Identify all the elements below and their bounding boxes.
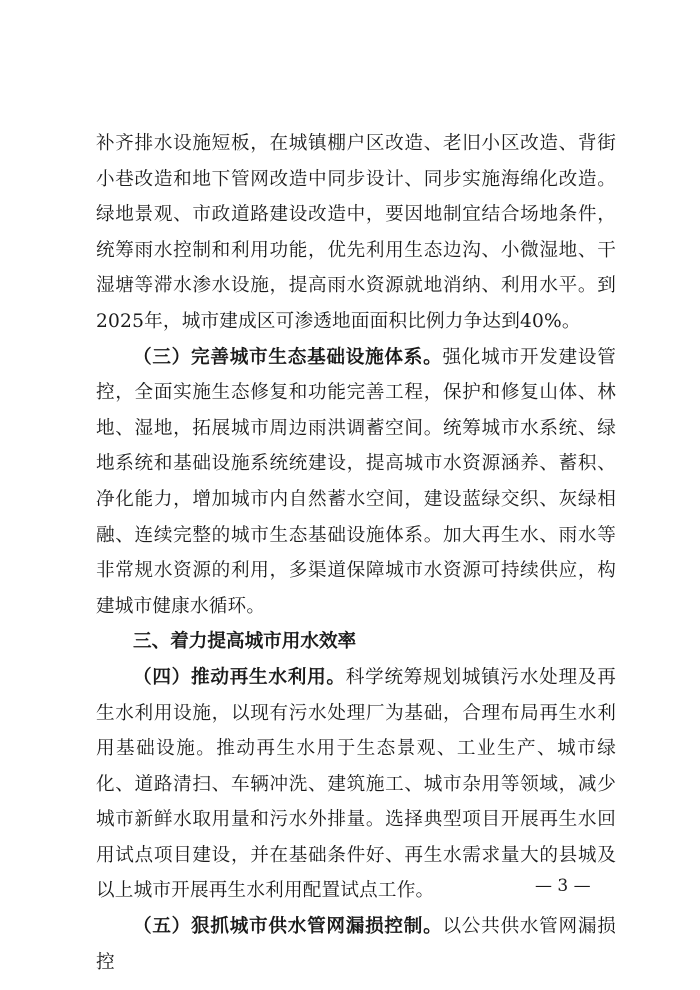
section-lead-5: （五）狠抓城市供水管网漏损控制。 [133, 916, 443, 938]
section-lead-4: （四）推动再生水利用。 [133, 666, 346, 688]
section-body-4: 科学统筹规划城镇污水处理及再生水利用设施，以现有污水处理厂为基础，合理布局再生水利用基础设施。推动再生水用于生态景观、工业生产、城市绿化、道路清扫、车辆冲洗、建筑施工、城市杂用等领域，减少城市新鲜水取用量和污水外排量。选择典型项目开展再生水回用试点项目建设，并在基础条件好、再生水需求量大的县城及以上城市开展再生水利用配置试点工作。 [96, 666, 616, 902]
document-body [96, 126, 616, 980]
section-heading-water-efficiency: 三、着力提高城市用水效率 [133, 631, 357, 653]
paragraph-pipe-leakage [96, 909, 616, 980]
page-number: — 3 — [535, 876, 591, 896]
section-body-3: 强化城市开发建设管控，全面实施生态修复和功能完善工程，保护和修复山体、林地、湿地，拓展城市周边雨洪调蓄空间。统筹城市水系统、绿地系统和基础设施系统统建设，提高城市水资源涵养、蓄积、净化能力，增加城市内自然蓄水空间，建设蓝绿交织、灰绿相融、连续完整的城市生态基础设施体系。加大再生水、雨水等非常规水资源的利用，多渠道保障城市水资源可持续供应，构建城市健康水循环。 [96, 346, 616, 617]
paragraph-ecological-infrastructure [96, 340, 616, 625]
paragraph-recycled-water [96, 660, 616, 909]
section-body-5: 以公共供水管网漏损控 [96, 916, 616, 973]
paragraph-drainage: 补齐排水设施短板，在城镇棚户区改造、老旧小区改造、背街小巷改造和地下管网改造中同步设计、同步实施海绵化改造。绿地景观、市政道路建设改造中，要因地制宜结合场地条件，统筹雨水控制和利用功能，优先利用生态边沟、小微湿地、干湿塘等滞水渗水设施，提高雨水资源就地消纳、利用水平。到2025年，城市建成区可渗透地面面积比例力争达到40%。 [96, 133, 616, 332]
section-lead-3: （三）完善城市生态基础设施体系。 [133, 346, 443, 368]
